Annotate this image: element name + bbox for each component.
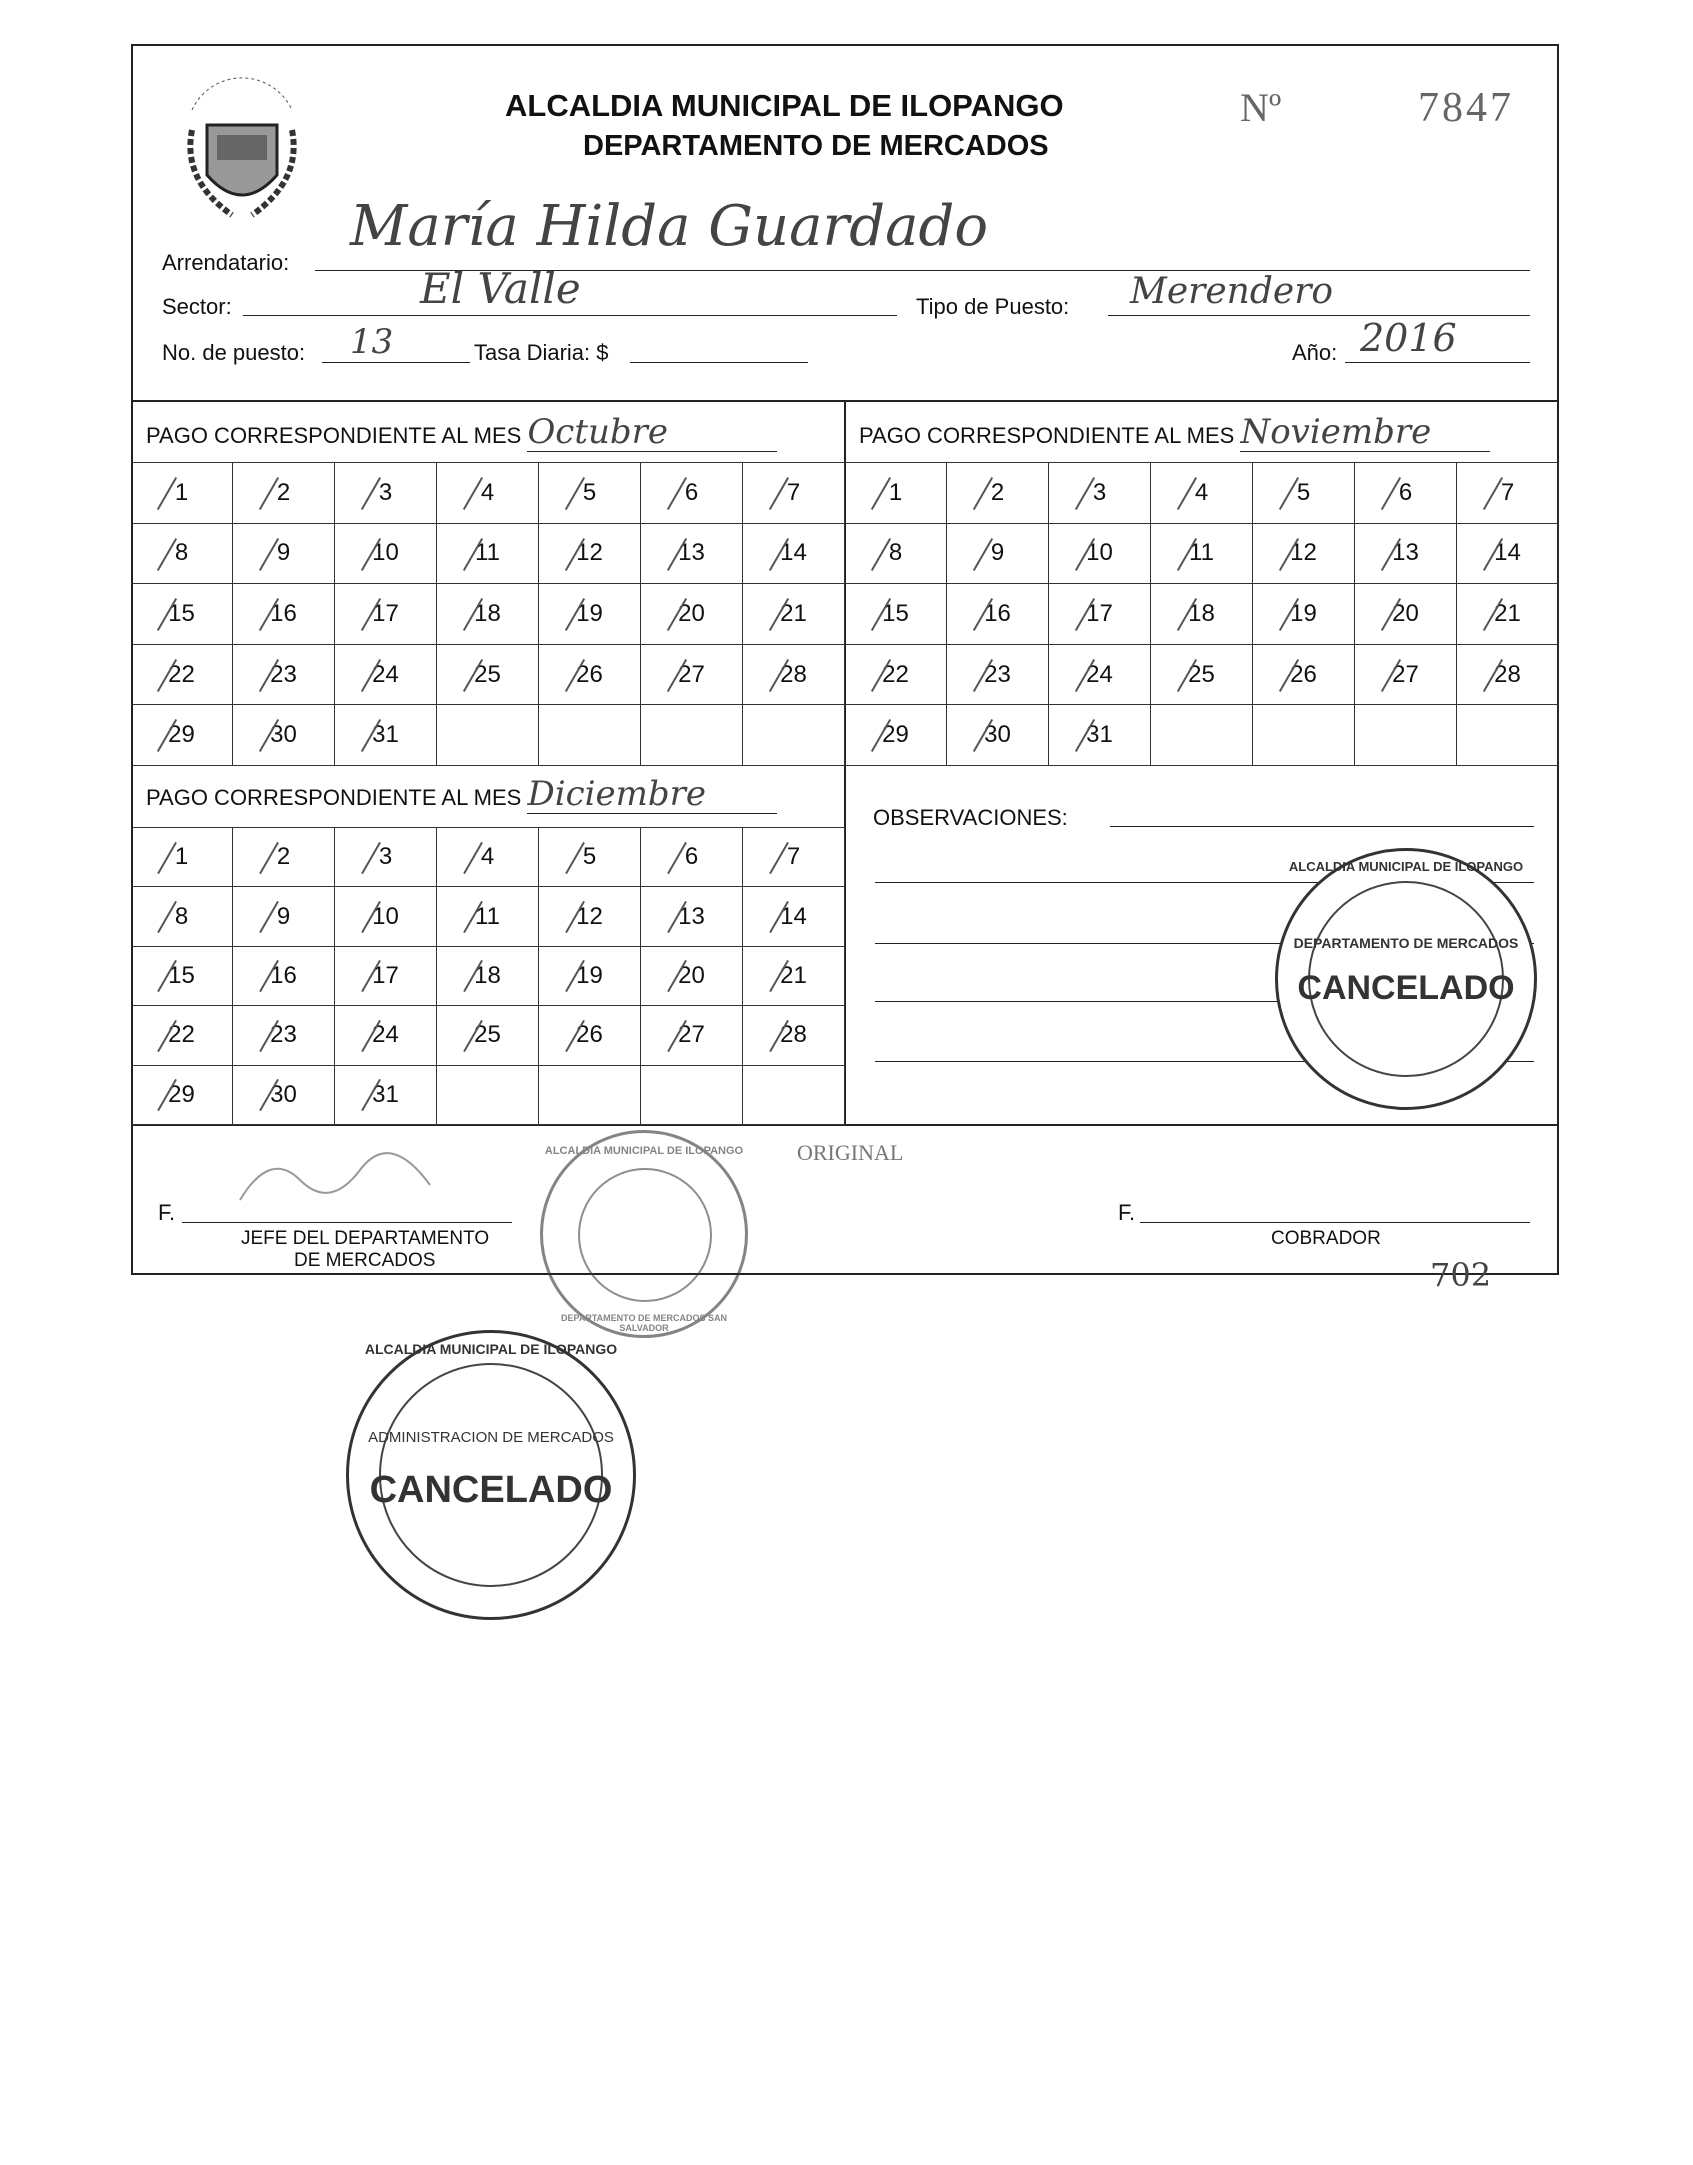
tasa-line	[630, 362, 808, 363]
days-grid-noviembre	[845, 462, 1559, 766]
municipal-logo	[172, 70, 312, 230]
day-cell-24[interactable]: 24	[1049, 645, 1151, 706]
empty-day-cell	[743, 705, 845, 766]
day-cell-19[interactable]: 19	[539, 947, 641, 1006]
day-cell-11[interactable]: 11	[1151, 524, 1253, 585]
month-label: PAGO CORRESPONDIENTE AL MES	[146, 785, 522, 810]
day-cell-1[interactable]: 1	[131, 828, 233, 887]
day-cell-30[interactable]: 30	[233, 705, 335, 766]
day-cell-14[interactable]: 14	[743, 524, 845, 585]
jefe-signature-line[interactable]	[182, 1222, 512, 1223]
day-cell-2[interactable]: 2	[233, 828, 335, 887]
day-cell-7[interactable]: 7	[743, 828, 845, 887]
observaciones-label: OBSERVACIONES:	[873, 805, 1068, 830]
day-cell-10[interactable]: 10	[1049, 524, 1151, 585]
day-cell-21[interactable]: 21	[743, 584, 845, 645]
anio-line	[1345, 362, 1530, 363]
day-cell-21[interactable]: 21	[1457, 584, 1559, 645]
days-grid-diciembre	[131, 827, 845, 1125]
day-cell-12[interactable]: 12	[1253, 524, 1355, 585]
day-cell-15[interactable]: 15	[845, 584, 947, 645]
day-cell-3[interactable]: 3	[335, 828, 437, 887]
day-cell-4[interactable]: 4	[1151, 463, 1253, 524]
tipo-puesto-label: Tipo de Puesto:	[916, 294, 1070, 319]
handwritten-note: 702	[1430, 1256, 1492, 1294]
day-cell-30[interactable]: 30	[233, 1066, 335, 1125]
month-label: PAGO CORRESPONDIENTE AL MES	[146, 423, 522, 448]
month-label: PAGO CORRESPONDIENTE AL MES	[859, 423, 1235, 448]
day-cell-28[interactable]: 28	[743, 645, 845, 706]
day-cell-12[interactable]: 12	[539, 887, 641, 946]
day-cell-26[interactable]: 26	[539, 645, 641, 706]
day-cell-21[interactable]: 21	[743, 947, 845, 1006]
day-cell-26[interactable]: 26	[1253, 645, 1355, 706]
day-cell-29[interactable]: 29	[845, 705, 947, 766]
puesto-label: No. de puesto:	[162, 340, 306, 365]
day-cell-23[interactable]: 23	[233, 1006, 335, 1065]
day-cell-18[interactable]: 18	[437, 947, 539, 1006]
cobrador-signature-line[interactable]	[1140, 1222, 1530, 1223]
empty-day-cell	[437, 705, 539, 766]
arrendatario-value[interactable]: María Hilda Guardado	[350, 194, 989, 259]
days-grid-octubre	[131, 462, 845, 766]
empty-day-cell	[1253, 705, 1355, 766]
puesto-value[interactable]: 13	[350, 322, 394, 362]
empty-day-cell	[539, 705, 641, 766]
empty-day-cell	[539, 1066, 641, 1125]
month-value[interactable]: Noviembre	[1240, 414, 1490, 452]
day-cell-25[interactable]: 25	[437, 1006, 539, 1065]
jefe-title-line1: JEFE DEL DEPARTAMENTO	[241, 1228, 490, 1249]
day-cell-27[interactable]: 27	[641, 1006, 743, 1065]
day-cell-6[interactable]: 6	[1355, 463, 1457, 524]
day-cell-13[interactable]: 13	[641, 887, 743, 946]
empty-day-cell	[1457, 705, 1559, 766]
month-value[interactable]: Octubre	[527, 414, 777, 452]
day-cell-17[interactable]: 17	[335, 584, 437, 645]
cobrador-title: COBRADOR	[1271, 1228, 1381, 1249]
day-cell-7[interactable]: 7	[743, 463, 845, 524]
jefe-signature	[230, 1140, 460, 1210]
month-header-diciembre	[146, 776, 777, 814]
f-right-label: F.	[1118, 1200, 1136, 1225]
day-cell-5[interactable]: 5	[539, 828, 641, 887]
sector-label: Sector:	[162, 294, 232, 319]
empty-day-cell	[743, 1066, 845, 1125]
day-cell-31[interactable]: 31	[335, 705, 437, 766]
day-cell-1[interactable]: 1	[845, 463, 947, 524]
day-cell-4[interactable]: 4	[437, 828, 539, 887]
day-cell-10[interactable]: 10	[335, 524, 437, 585]
month-header-octubre	[146, 414, 777, 452]
day-cell-8[interactable]: 8	[131, 887, 233, 946]
day-cell-22[interactable]: 22	[131, 1006, 233, 1065]
day-cell-13[interactable]: 13	[641, 524, 743, 585]
month-header-noviembre	[859, 414, 1490, 452]
sector-value[interactable]: El Valle	[420, 264, 581, 313]
empty-day-cell	[437, 1066, 539, 1125]
day-cell-23[interactable]: 23	[233, 645, 335, 706]
anio-label: Año:	[1292, 340, 1338, 365]
day-cell-6[interactable]: 6	[641, 463, 743, 524]
day-cell-3[interactable]: 3	[1049, 463, 1151, 524]
day-cell-16[interactable]: 16	[947, 584, 1049, 645]
empty-day-cell	[1355, 705, 1457, 766]
day-cell-7[interactable]: 7	[1457, 463, 1559, 524]
puesto-line	[322, 362, 470, 363]
arrendatario-label: Arrendatario:	[162, 250, 290, 275]
day-cell-11[interactable]: 11	[437, 887, 539, 946]
day-cell-18[interactable]: 18	[437, 584, 539, 645]
day-cell-24[interactable]: 24	[335, 645, 437, 706]
day-cell-3[interactable]: 3	[335, 463, 437, 524]
tipo-puesto-value[interactable]: Merendero	[1130, 271, 1334, 312]
day-cell-26[interactable]: 26	[539, 1006, 641, 1065]
original-label: ORIGINAL	[797, 1140, 904, 1165]
empty-day-cell	[641, 705, 743, 766]
day-cell-22[interactable]: 22	[845, 645, 947, 706]
day-cell-19[interactable]: 19	[1253, 584, 1355, 645]
day-cell-12[interactable]: 12	[539, 524, 641, 585]
receipt-number: 7847	[1418, 85, 1514, 131]
day-cell-11[interactable]: 11	[437, 524, 539, 585]
observaciones-line[interactable]	[1110, 826, 1534, 827]
day-cell-9[interactable]: 9	[947, 524, 1049, 585]
day-cell-24[interactable]: 24	[335, 1006, 437, 1065]
day-cell-28[interactable]: 28	[1457, 645, 1559, 706]
day-cell-9[interactable]: 9	[233, 524, 335, 585]
day-cell-17[interactable]: 17	[1049, 584, 1151, 645]
day-cell-18[interactable]: 18	[1151, 584, 1253, 645]
day-cell-5[interactable]: 5	[539, 463, 641, 524]
day-cell-1[interactable]: 1	[131, 463, 233, 524]
day-cell-30[interactable]: 30	[947, 705, 1049, 766]
tipo-puesto-line	[1108, 315, 1530, 316]
day-cell-2[interactable]: 2	[947, 463, 1049, 524]
day-cell-28[interactable]: 28	[743, 1006, 845, 1065]
jefe-title-line2: DE MERCADOS	[294, 1250, 436, 1271]
day-cell-2[interactable]: 2	[233, 463, 335, 524]
day-cell-31[interactable]: 31	[335, 1066, 437, 1125]
day-cell-16[interactable]: 16	[233, 584, 335, 645]
day-cell-20[interactable]: 20	[641, 947, 743, 1006]
anio-value[interactable]: 2016	[1360, 316, 1457, 360]
day-cell-10[interactable]: 10	[335, 887, 437, 946]
day-cell-16[interactable]: 16	[233, 947, 335, 1006]
day-cell-22[interactable]: 22	[131, 645, 233, 706]
day-cell-25[interactable]: 25	[437, 645, 539, 706]
day-cell-20[interactable]: 20	[1355, 584, 1457, 645]
day-cell-27[interactable]: 27	[641, 645, 743, 706]
day-cell-14[interactable]: 14	[1457, 524, 1559, 585]
day-cell-5[interactable]: 5	[1253, 463, 1355, 524]
day-cell-8[interactable]: 8	[845, 524, 947, 585]
day-cell-23[interactable]: 23	[947, 645, 1049, 706]
day-cell-13[interactable]: 13	[1355, 524, 1457, 585]
day-cell-14[interactable]: 14	[743, 887, 845, 946]
day-cell-6[interactable]: 6	[641, 828, 743, 887]
day-cell-19[interactable]: 19	[539, 584, 641, 645]
day-cell-17[interactable]: 17	[335, 947, 437, 1006]
cancelado-stamp-diciembre: ALCALDIA MUNICIPAL DE ILOPANGO ADMINISTRACION DE MERCADOS CANCELADO	[346, 1330, 636, 1620]
empty-day-cell	[1151, 705, 1253, 766]
department-seal-stamp: ALCALDIA MUNICIPAL DE ILOPANGO DEPARTAMENTO DE MERCADOS SAN SALVADOR	[540, 1130, 748, 1338]
day-cell-29[interactable]: 29	[131, 1066, 233, 1125]
header-subtitle: DEPARTAMENTO DE MERCADOS	[583, 130, 1049, 162]
f-left-label: F.	[158, 1200, 176, 1225]
header-title: ALCALDIA MUNICIPAL DE ILOPANGO	[505, 88, 1064, 123]
day-cell-20[interactable]: 20	[641, 584, 743, 645]
day-cell-8[interactable]: 8	[131, 524, 233, 585]
empty-day-cell	[641, 1066, 743, 1125]
tasa-label: Tasa Diaria: $	[474, 340, 609, 365]
day-cell-15[interactable]: 15	[131, 584, 233, 645]
day-cell-25[interactable]: 25	[1151, 645, 1253, 706]
sector-line	[243, 315, 897, 316]
day-cell-29[interactable]: 29	[131, 705, 233, 766]
day-cell-4[interactable]: 4	[437, 463, 539, 524]
cancelado-stamp-noviembre: ALCALDIA MUNICIPAL DE ILOPANGO DEPARTAMENTO DE MERCADOS CANCELADO	[1275, 848, 1537, 1110]
day-cell-9[interactable]: 9	[233, 887, 335, 946]
number-label: Nº	[1240, 85, 1282, 130]
month-value[interactable]: Diciembre	[527, 776, 777, 814]
day-cell-15[interactable]: 15	[131, 947, 233, 1006]
day-cell-31[interactable]: 31	[1049, 705, 1151, 766]
day-cell-27[interactable]: 27	[1355, 645, 1457, 706]
